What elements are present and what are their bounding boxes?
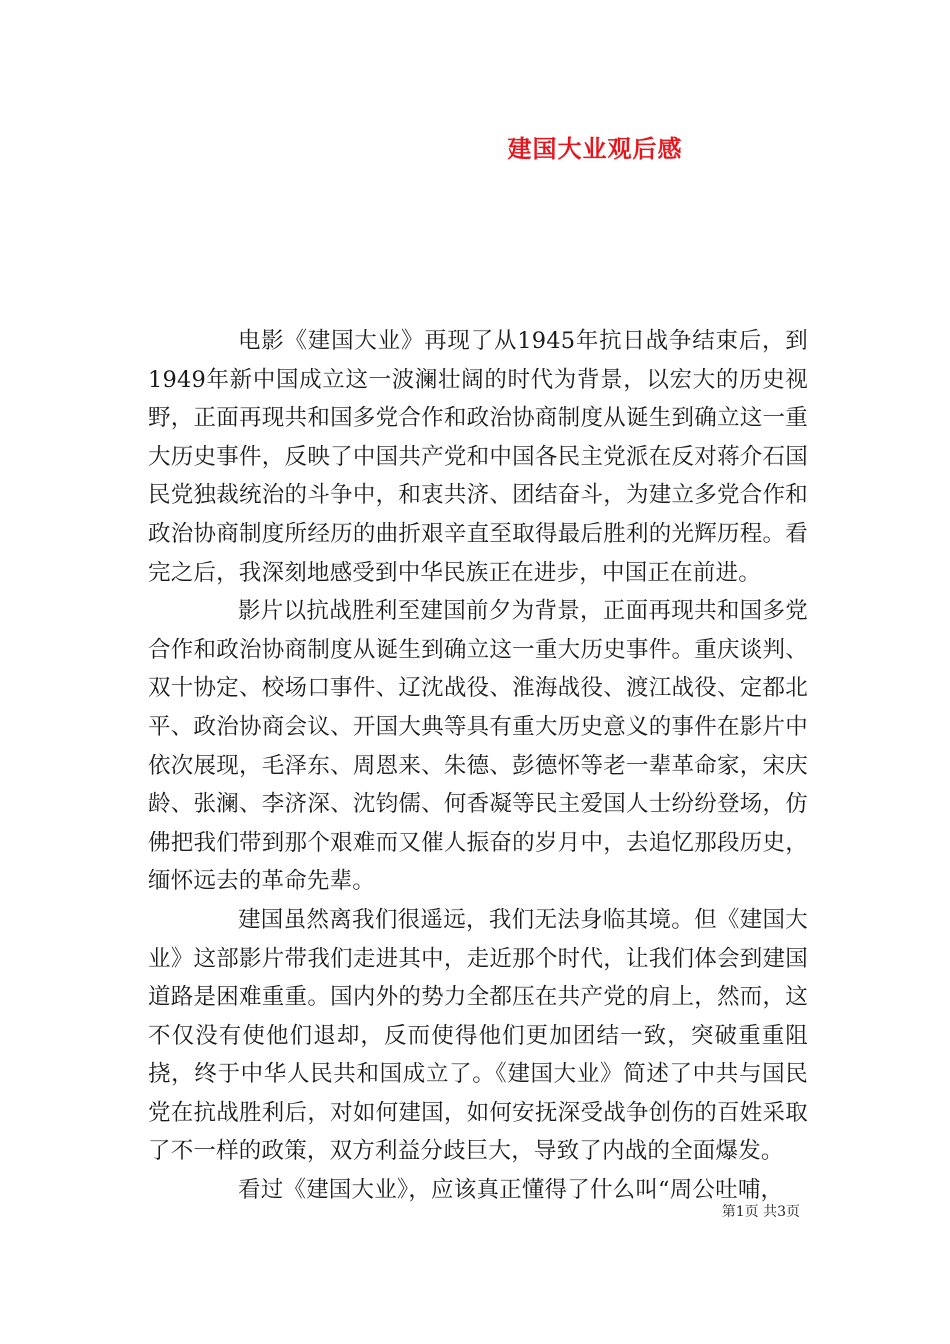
paragraph: 看过《建国大业》，应该真正懂得了什么叫“周公吐哺， [238, 1177, 784, 1204]
paragraph: 影片以抗战胜利至建国前夕为背景，正面再现共和国多党合作和政治协商制度从诞生到确立这一重大历史事件。重庆谈判、双十协定、校场口事件、辽沈战役、淮海战役、渡江战役、定都北平、政治协商会议、开国大典等具有重大历史意义的事件在影片中依次展现，毛泽东、周恩来、朱德、彭德怀等老一辈革命家，宋庆龄、张澜、李济深、沈钧儒、何香凝等民主爱国人士纷纷登场，仿佛把我们带到那个艰难而又催人振奋的岁月中，去追忆那段历史，缅怀远去的革命先辈。 [148, 598, 808, 895]
document-title: 建国大业观后感 [507, 134, 683, 163]
paragraph: 电影《建国大业》再现了从1945年抗日战争结束后，到1949年新中国成立这一波澜壮阔的时代为背景，以宏大的历史视野，正面再现共和国多党合作和政治协商制度从诞生到确立这一重大历史事件，反映了中国共产党和中国各民主党派在反对蒋介石国民党独裁统治的斗争中，和衷共济、团结奋斗，为建立多党合作和政治协商制度所经历的曲折艰辛直至取得最后胜利的光辉历程。看完之后，我深刻地感受到中华民族正在进步，中国正在前进。 [148, 328, 808, 586]
document-body [148, 322, 808, 1210]
paragraph: 建国虽然离我们很遥远，我们无法身临其境。但《建国大业》这部影片带我们走进其中，走近那个时代，让我们体会到建国道路是困难重重。国内外的势力全都压在共产党的肩上，然而，这不仅没有使他们退却，反而使得他们更加团结一致，突破重重阻挠，终于中华人民共和国成立了。《建国大业》简述了中共与国民党在抗战胜利后，对如何建国，如何安抚深受战争创伤的百姓采取了不一样的政策，双方利益分歧巨大，导致了内战的全面爆发。 [148, 906, 808, 1165]
page-number: 第1页 共3页 [721, 1204, 800, 1220]
